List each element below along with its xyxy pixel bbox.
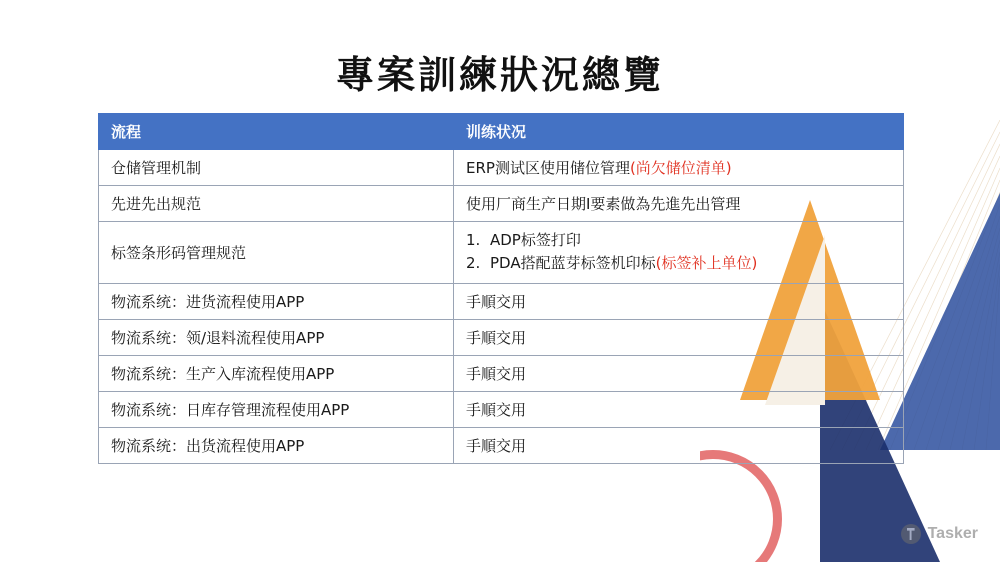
list-item-note: (标签补上单位)	[655, 254, 758, 273]
red-ring-shape	[700, 450, 782, 562]
cell-status: 手順交用	[454, 319, 904, 355]
list-item-text: ADP标签打印	[490, 231, 581, 249]
cell-status: 手順交用	[454, 391, 904, 427]
cell-process: 仓储管理机制	[99, 150, 454, 186]
list-item-text	[490, 252, 757, 275]
list-item-number: 2.	[466, 254, 481, 273]
status-ordered-list	[466, 229, 893, 276]
cell-process: 物流系统：出货流程使用APP	[99, 427, 454, 463]
status-note: (尚欠储位清单)	[629, 159, 732, 177]
cell-status	[454, 186, 904, 222]
table-row	[99, 222, 904, 284]
list-item-main: PDA搭配蓝芽标签机印标	[490, 254, 656, 273]
table-row	[99, 319, 904, 355]
cell-status	[454, 150, 904, 186]
table-header-row	[99, 114, 904, 150]
cell-process: 物流系统：生产入库流程使用APP	[99, 355, 454, 391]
cell-status: 手順交用	[454, 355, 904, 391]
list-item	[466, 252, 893, 275]
cell-status	[454, 222, 904, 284]
cell-process: 物流系统：日库存管理流程使用APP	[99, 391, 454, 427]
table-row	[99, 391, 904, 427]
list-item	[466, 229, 893, 252]
status-text: 使用厂商生产日期I要素做為先進先出管理	[466, 195, 741, 213]
table-row	[99, 186, 904, 222]
column-header-process: 流程	[99, 114, 454, 150]
training-status-table	[98, 113, 903, 464]
table-row	[99, 150, 904, 186]
cell-status: 手順交用	[454, 283, 904, 319]
table-row	[99, 283, 904, 319]
table-row	[99, 427, 904, 463]
cell-process: 物流系统：领/退料流程使用APP	[99, 319, 454, 355]
page-title: 專案訓練狀況總覽	[335, 53, 664, 97]
tasker-logo-icon	[901, 524, 921, 544]
cell-process: 先进先出规范	[99, 186, 454, 222]
list-item-number: 1.	[466, 231, 481, 249]
cell-process: 物流系统：进货流程使用APP	[99, 283, 454, 319]
table-row	[99, 355, 904, 391]
tasker-logo	[901, 524, 978, 544]
status-text: ERP测试区使用储位管理	[466, 159, 630, 177]
cell-status: 手順交用	[454, 427, 904, 463]
tasker-logo-text: Tasker	[927, 525, 978, 542]
column-header-status: 训练状况	[454, 114, 904, 150]
cell-process: 标签条形码管理规范	[99, 222, 454, 284]
